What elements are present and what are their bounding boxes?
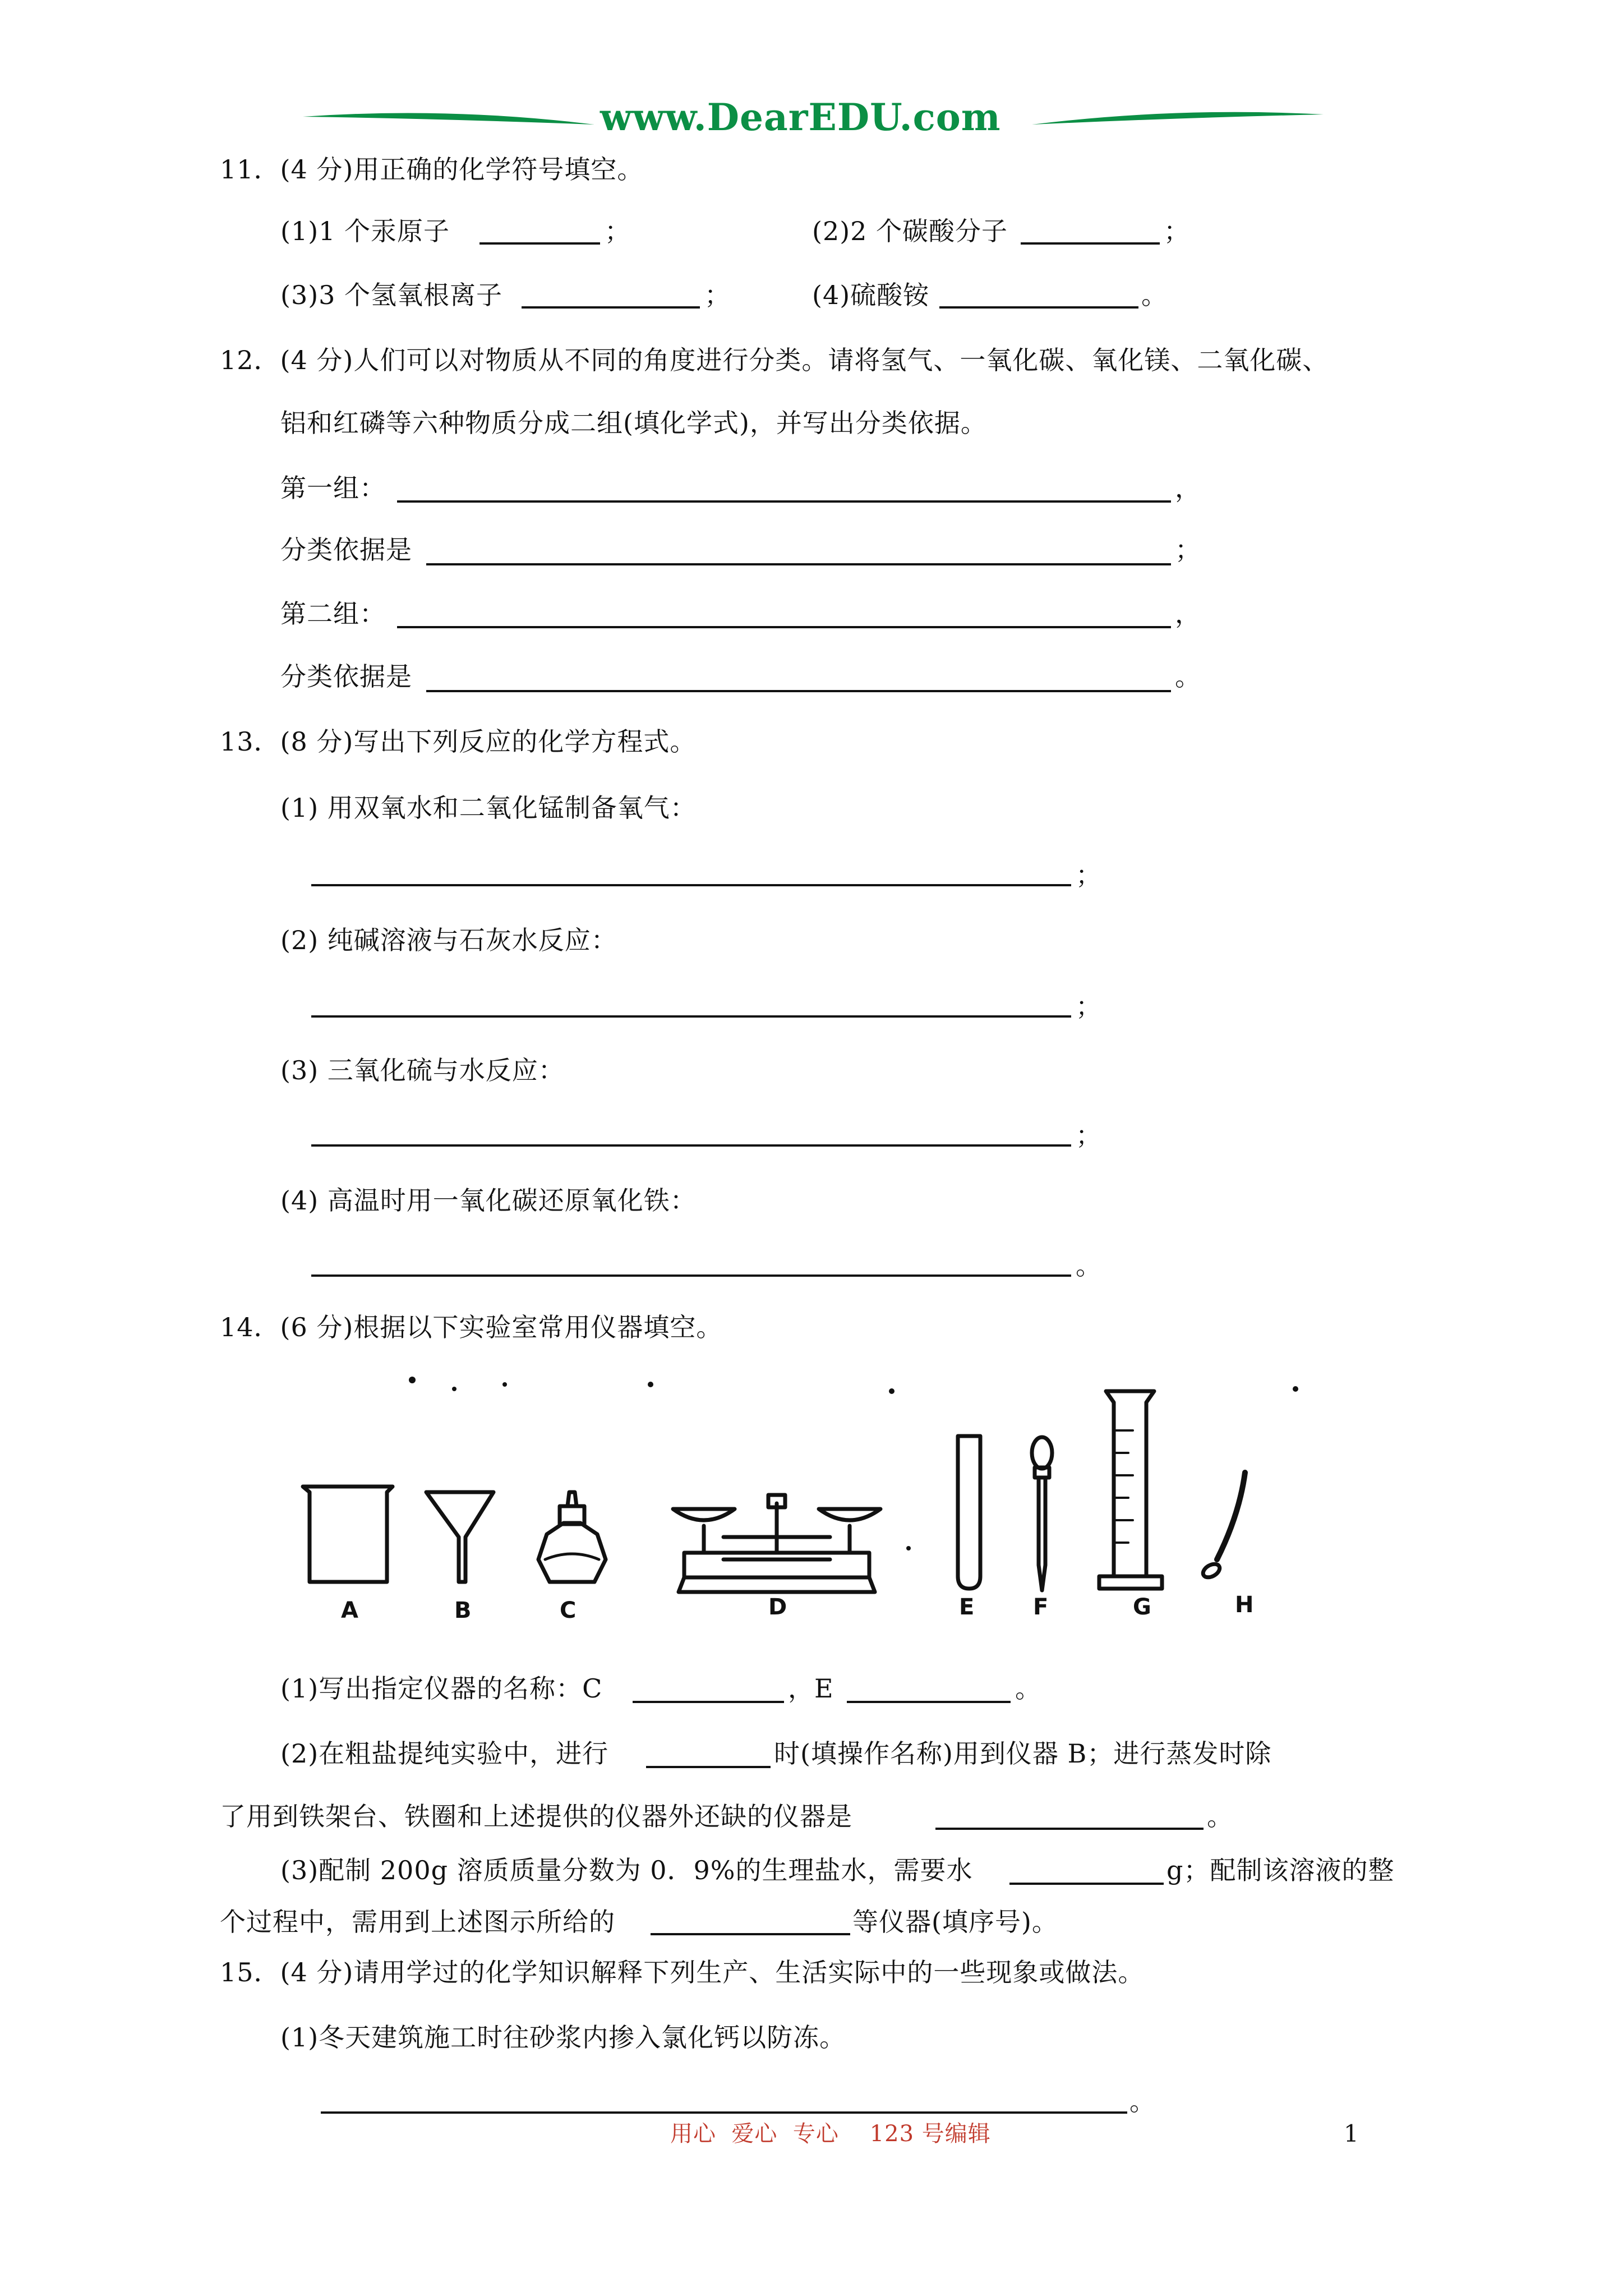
q13-part2: (2) 纯碱溶液与石灰水反应： [280,925,617,955]
dropper-icon [1032,1437,1052,1590]
label-b: B [454,1598,472,1623]
q13-part1: (1) 用双氧水和二氧化锰制备氧气： [280,793,697,823]
apparatus-drawing [292,1369,1335,1604]
q14-blank-operation[interactable] [646,1766,771,1768]
funnel-icon [426,1492,494,1582]
q11-part3: (3)3 个氢氧根离子 [280,280,503,310]
q12-group2-end: ， [1175,599,1201,629]
q11-title: 11．(4 分)用正确的化学符号填空。 [220,154,644,185]
apparatus-figure [292,1369,1335,1649]
q11-part2-end: ； [1164,216,1190,246]
q14-part1-text: (1)写出指定仪器的名称：C [280,1673,603,1704]
q11-blank2[interactable] [1021,242,1160,245]
q11-part4: (4)硫酸铵 [812,280,930,310]
q14-blank-missing-instrument[interactable] [935,1828,1204,1830]
q12-group1-blank[interactable] [397,500,1171,503]
q13-blank2[interactable] [311,1015,1071,1018]
q13-part2-end: ； [1076,991,1102,1022]
q14-part2-text-c: 了用到铁架台、铁圈和上述提供的仪器外还缺的仪器是 [220,1801,852,1832]
q14-blank-e[interactable] [847,1701,1011,1703]
q14-part2-text: (2)在粗盐提纯实验中，进行 [280,1738,609,1769]
q14-part3-text-c: 个过程中，需用到上述图示所给的 [220,1907,615,1937]
q12-group2-blank[interactable] [397,626,1171,628]
q14-blank-c[interactable] [633,1701,784,1703]
footer-credit: 用心 爱心 专心 123 号编辑 [670,2121,991,2147]
header-swoosh-left [303,107,594,135]
q15-part1-end: 。 [1129,2086,1156,2116]
label-f: F [1033,1594,1049,1620]
label-d: D [768,1594,787,1620]
label-g: G [1133,1594,1151,1620]
header-logo [303,95,1324,146]
q12-title: 12．(4 分)人们可以对物质从不同的角度进行分类。请将氢气、一氧化碳、氧化镁、二氧化碳、 [220,345,1329,375]
q14-part2-end: 。 [1207,1801,1233,1832]
q13-title: 13．(8 分)写出下列反应的化学方程式。 [220,726,697,757]
q12-basis2-blank[interactable] [426,690,1171,692]
q12-group1-label: 第一组： [280,473,386,503]
header-swoosh-right [1032,107,1324,135]
graduated-cylinder-icon [1099,1391,1162,1589]
alcohol-lamp-icon [538,1492,606,1582]
test-tube-icon [958,1436,980,1589]
q12-title-cont: 铝和红磷等六种物质分成二组(填化学式)，并写出分类依据。 [280,408,987,438]
q13-part1-end: ； [1076,860,1102,890]
q13-blank3[interactable] [311,1144,1071,1147]
q15-part1: (1)冬天建筑施工时往砂浆内掺入氯化钙以防冻。 [280,2022,846,2053]
label-h: H [1235,1592,1254,1618]
logo-text: www.DearEDU.com [600,95,1001,139]
q14-part3-text-b: g；配制该溶液的整 [1166,1855,1395,1885]
q14-part2-text-b: 时(填操作名称)用到仪器 B；进行蒸发时除 [774,1738,1272,1769]
q15-blank1[interactable] [321,2111,1127,2114]
q12-basis1-end: ； [1175,535,1201,565]
balance-icon [673,1495,880,1592]
q11-part4-end: 。 [1141,280,1168,310]
q11-part1: (1)1 个汞原子 [280,216,450,246]
q14-part1-e: ，E [788,1673,834,1704]
label-a: A [341,1598,358,1623]
q14-blank-instruments[interactable] [651,1933,850,1935]
q12-group2-label: 第二组： [280,599,386,629]
label-e: E [959,1594,975,1620]
q14-title: 14．(6 分)根据以下实验室常用仪器填空。 [220,1312,723,1342]
q13-blank1[interactable] [311,884,1071,886]
q11-part2: (2)2 个碳酸分子 [812,216,1008,246]
medicine-spoon-icon [1201,1473,1245,1580]
q11-part3-end: ； [704,280,731,310]
q13-blank4[interactable] [311,1274,1071,1277]
q12-group1-end: ， [1175,473,1201,503]
q11-blank4[interactable] [939,306,1138,309]
q12-basis1-label: 分类依据是 [280,535,412,565]
q11-blank3[interactable] [522,306,700,309]
label-c: C [560,1598,577,1623]
q13-part4-end: 。 [1076,1250,1102,1281]
q11-blank1[interactable] [479,242,600,245]
q14-part3-text: (3)配制 200g 溶质质量分数为 0．9%的生理盐水，需要水 [280,1855,973,1885]
q14-blank-water[interactable] [1009,1883,1164,1885]
q13-part4: (4) 高温时用一氧化碳还原氧化铁： [280,1185,697,1216]
page-number: 1 [1344,2120,1359,2147]
q11-part1-end: ； [605,216,631,246]
q15-title: 15．(4 分)请用学过的化学知识解释下列生产、生活实际中的一些现象或做法。 [220,1957,1145,1987]
q13-part3: (3) 三氧化硫与水反应： [280,1055,565,1085]
q14-part1-end: 。 [1015,1673,1041,1704]
beaker-icon [303,1487,393,1582]
q12-basis2-end: 。 [1175,661,1201,692]
q12-basis2-label: 分类依据是 [280,661,412,692]
q13-part3-end: ； [1076,1120,1102,1151]
q14-part3-text-d: 等仪器(填序号)。 [852,1907,1058,1937]
q12-basis1-blank[interactable] [426,563,1171,565]
